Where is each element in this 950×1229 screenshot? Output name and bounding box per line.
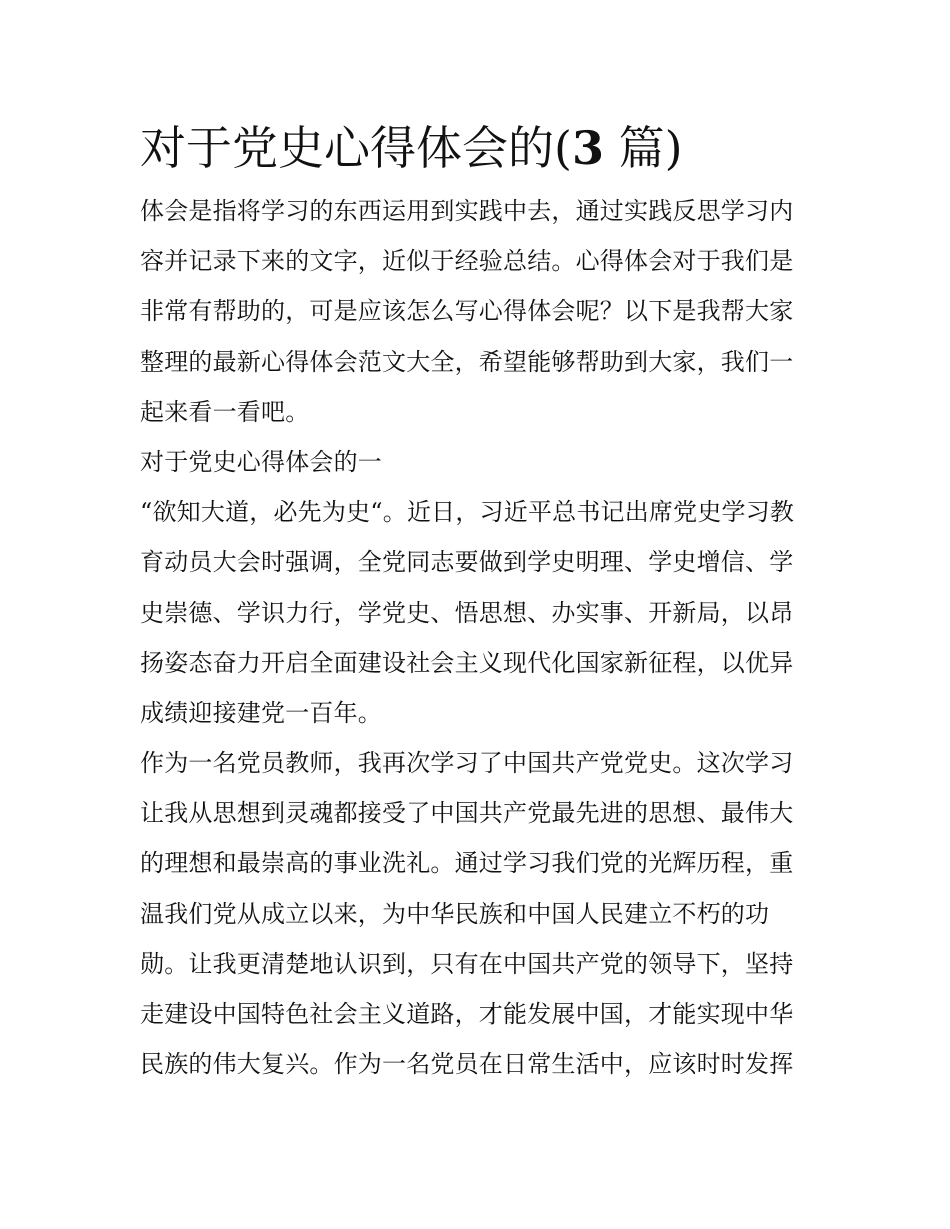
body-line: 成绩迎接建党一百年。	[140, 698, 382, 727]
document-body	[140, 186, 820, 1089]
body-line: 起来看一看吧。	[140, 397, 310, 426]
title-suffix: 篇)	[603, 121, 683, 175]
body-line: 勋。让我更清楚地认识到，只有在中国共产党的领导下，坚持	[140, 949, 794, 978]
body-line: 史崇德、学识力行，学党史、悟思想、办实事、开新局，以昂	[140, 598, 794, 627]
body-line: 温我们党从成立以来，为中华民族和中国人民建立不朽的功	[140, 899, 770, 928]
document-title	[140, 110, 820, 186]
title-number: 3	[571, 121, 604, 175]
document-page	[140, 110, 820, 1089]
body-line: 非常有帮助的，可是应该怎么写心得体会呢？以下是我帮大家	[140, 297, 794, 326]
title-prefix: 对于党史心得体会的(	[140, 121, 572, 175]
body-line: 作为一名党员教师，我再次学习了中国共产党党史。这次学习	[140, 749, 794, 778]
body-line: 民族的伟大复兴。作为一名党员在日常生活中，应该时时发挥	[140, 1050, 794, 1079]
section-heading: 对于党史心得体会的一	[140, 447, 382, 476]
body-line: 扬姿态奋力开启全面建设社会主义现代化国家新征程，以优异	[140, 648, 794, 677]
body-line: 容并记录下来的文字，近似于经验总结。心得体会对于我们是	[140, 247, 794, 276]
body-line: 的理想和最崇高的事业洗礼。通过学习我们党的光辉历程，重	[140, 849, 794, 878]
body-line: 让我从思想到灵魂都接受了中国共产党最先进的思想、最伟大	[140, 799, 794, 828]
body-line: 整理的最新心得体会范文大全，希望能够帮助到大家，我们一	[140, 347, 794, 376]
body-line: 走建设中国特色社会主义道路，才能发展中国，才能实现中华	[140, 1000, 794, 1028]
body-line: 育动员大会时强调，全党同志要做到学史明理、学史增信、学	[140, 548, 794, 577]
body-line: 体会是指将学习的东西运用到实践中去，通过实践反思学习内	[140, 197, 794, 225]
body-line: “欲知大道，必先为史“。近日，习近平总书记出席党史学习教	[140, 498, 795, 527]
